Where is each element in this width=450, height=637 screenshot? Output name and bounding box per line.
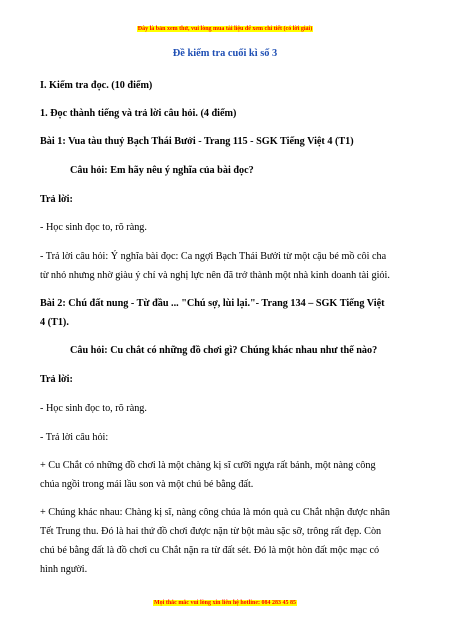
lesson-2-item-2-line-3: chú bé bằng đất là đồ chơi cu Chắt nặn ra từ đất sét. Đó là một hòn đất mộc mạc có (40, 545, 380, 556)
lesson-2-heading-line-1: Bài 2: Chú đất nung - Từ đầu ... "Chú sợ, lùi lại."- Trang 134 – SGK Tiếng Việt (40, 298, 385, 309)
document-title: Đề kiểm tra cuối kì số 3 (172, 48, 278, 59)
lesson-1-answer-read: - Học sinh đọc to, rõ ràng. (40, 222, 147, 233)
lesson-1-heading: Bài 1: Vua tàu thuỷ Bạch Thái Bưởi - Trang 115 - SGK Tiếng Việt 4 (T1) (40, 136, 354, 147)
lesson-2-answer-label: Trả lời: (40, 374, 73, 385)
hotline-notice (0, 600, 450, 606)
preview-notice-text: Đây là bản xem thử, vui lòng mua tài liệu để xem chi tiết (có lời giải) (137, 26, 313, 32)
lesson-2-item-2-line-1: + Chúng khác nhau: Chàng kị sĩ, nàng công chúa là món quà cu Chắt nhận được nhân (40, 507, 390, 518)
lesson-1-question: Câu hỏi: Em hãy nêu ý nghĩa của bài đọc? (70, 165, 254, 176)
section-reading-test: I. Kiểm tra đọc. (10 điểm) (40, 80, 153, 91)
lesson-2-item-2-line-2: Tết Trung thu. Đó là hai thứ đồ chơi được nặn từ bột màu sặc sỡ, trông rất đẹp. Còn (40, 526, 382, 537)
lesson-1-answer-label: Trả lời: (40, 194, 73, 205)
lesson-2-item-1-line-1: + Cu Chắt có những đồ chơi là một chàng kị sĩ cưỡi ngựa rất bảnh, một nàng công (40, 460, 376, 471)
lesson-2-answer-read: - Học sinh đọc to, rõ ràng. (40, 403, 147, 414)
lesson-1-answer-line-1: - Trả lời câu hỏi: Ý nghĩa bài đọc: Ca ngợi Bạch Thái Bưởi từ một cậu bé mồ côi cha (40, 251, 387, 262)
lesson-1-answer-line-2: từ nhỏ nhưng nhờ giàu ý chí và nghị lực nên đã trở thành một nhà kinh doanh tài giỏi. (40, 270, 390, 281)
hotline-notice-text: Mọi thắc mắc vui lòng xin liên hệ hotline: 084 283 45 85 (153, 600, 296, 606)
lesson-2-item-2-line-4: hình người. (40, 564, 88, 575)
preview-notice (0, 26, 450, 32)
lesson-2-heading-line-2: 4 (T1). (40, 317, 69, 328)
lesson-2-item-1-line-2: chúa ngồi trong mái lầu son và một chú bé bằng đất. (40, 479, 254, 490)
part-read-aloud: 1. Đọc thành tiếng và trả lời câu hỏi. (4 điểm) (40, 108, 237, 119)
lesson-2-question: Câu hỏi: Cu chắt có những đồ chơi gì? Chúng khác nhau như thế nào? (70, 345, 378, 356)
lesson-2-answer-intro: - Trả lời câu hỏi: (40, 432, 109, 443)
